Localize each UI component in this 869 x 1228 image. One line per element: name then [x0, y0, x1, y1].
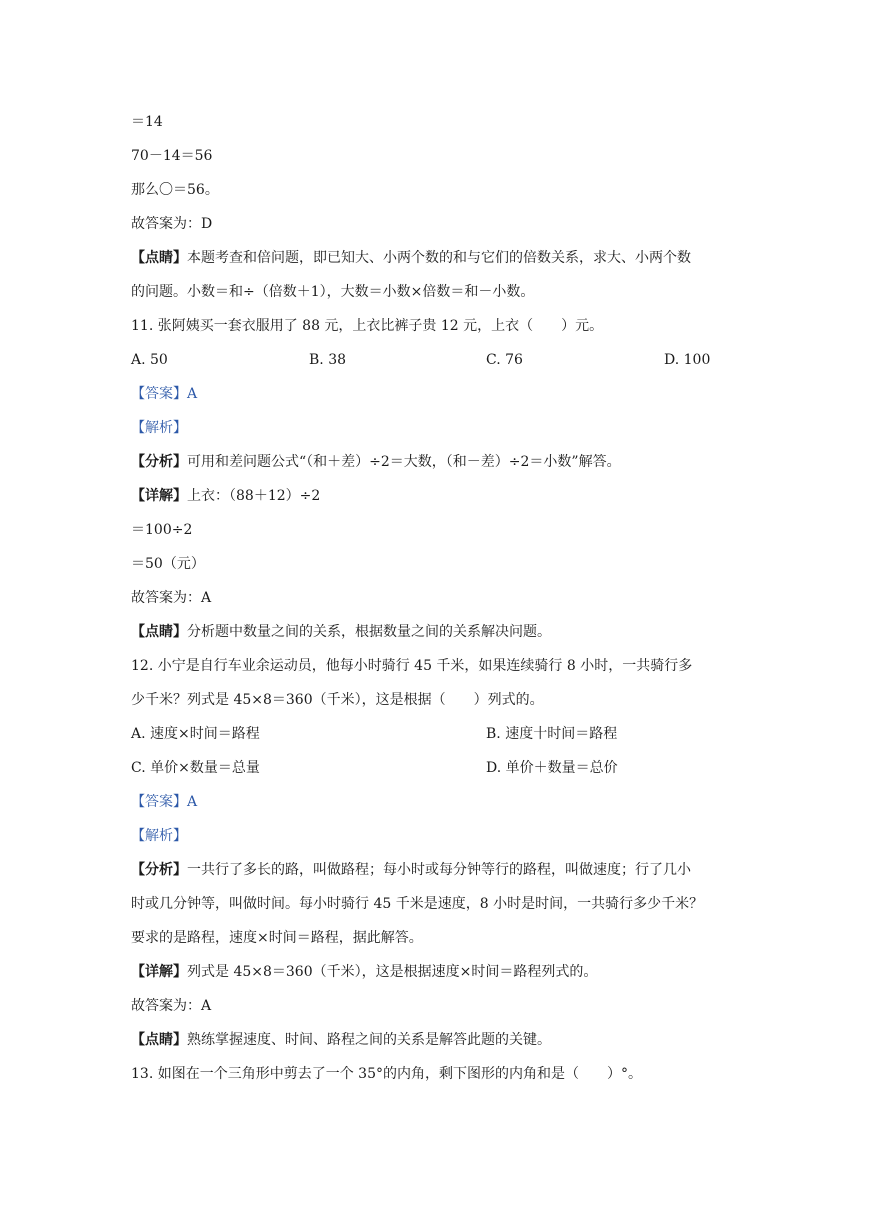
question-11: 11. 张阿姨买一套衣服用了 88 元，上衣比裤子贵 12 元，上衣（ ）元。	[131, 318, 604, 334]
option-c: C. 单价×数量＝总量	[131, 760, 260, 776]
analysis-text: 可用和差问题公式“（和＋差）÷2＝大数，（和－差）÷2＝小数”解答。	[187, 454, 621, 470]
analysis-label: 【解析】	[131, 828, 187, 844]
detail-line	[131, 962, 597, 982]
text-line: 时或几分钟等，叫做时间。每小时骑行 45 千米是速度，8 小时是时间，一共骑行多少千米？	[131, 896, 704, 912]
detail-text: 上衣：（88＋12）÷2	[187, 488, 321, 504]
analysis-line	[131, 452, 621, 472]
text-line: 要求的是路程，速度×时间＝路程，据此解答。	[131, 930, 423, 946]
question-12: 12. 小宁是自行车业余运动员，他每小时骑行 45 千米，如果连续骑行 8 小时，一共骑行多	[131, 658, 693, 674]
detail-text: 列式是 45×8＝360（千米），这是根据速度×时间＝路程列式的。	[187, 964, 598, 980]
comment-text: 熟练掌握速度、时间、路程之间的关系是解答此题的关键。	[187, 1032, 551, 1048]
question-13: 13. 如图在一个三角形中剪去了一个 35°的内角，剩下图形的内角和是（ ）°。	[131, 1066, 642, 1082]
answer-line: 故答案为：D	[131, 216, 213, 232]
text-line: ＝14	[131, 114, 163, 130]
option-d: D. 100	[664, 352, 711, 368]
analysis-sub-label: 【分析】	[131, 454, 187, 470]
option-c: C. 76	[486, 352, 523, 368]
text-line: ＝100÷2	[131, 522, 193, 538]
comment-label: 【点睛】	[131, 624, 187, 640]
option-b: B. 38	[309, 352, 347, 368]
analysis-text: 一共行了多长的路，叫做路程；每小时或每分钟等行的路程，叫做速度；行了几小	[187, 862, 691, 878]
answer-label: 【答案】A	[131, 794, 198, 810]
analysis-label: 【解析】	[131, 420, 187, 436]
detail-line	[131, 486, 320, 506]
option-b: B. 速度十时间＝路程	[486, 726, 618, 742]
comment-label: 【点睛】	[131, 1032, 187, 1048]
comment-text: 分析题中数量之间的关系，根据数量之间的关系解决问题。	[187, 624, 551, 640]
option-a: A. 速度×时间＝路程	[131, 726, 260, 742]
option-a: A. 50	[131, 352, 168, 368]
text-line: 的问题。小数＝和÷（倍数＋1），大数＝小数×倍数＝和－小数。	[131, 284, 535, 300]
detail-label: 【详解】	[131, 488, 187, 504]
text-line: ＝50（元）	[131, 556, 205, 572]
comment-text: 本题考查和倍问题，即已知大、小两个数的和与它们的倍数关系，求大、小两个数	[187, 250, 691, 266]
comment-line	[131, 248, 691, 268]
answer-line: 故答案为：A	[131, 998, 212, 1014]
question-12-cont: 少千米？列式是 45×8＝360（千米），这是根据（ ）列式的。	[131, 692, 544, 708]
text-line: 70－14＝56	[131, 148, 213, 164]
answer-line: 故答案为：A	[131, 590, 212, 606]
text-line: 那么〇＝56。	[131, 182, 219, 198]
comment-line	[131, 1030, 551, 1050]
analysis-line	[131, 860, 691, 880]
analysis-sub-label: 【分析】	[131, 862, 187, 878]
answer-label: 【答案】A	[131, 386, 198, 402]
comment-line	[131, 622, 551, 642]
detail-label: 【详解】	[131, 964, 187, 980]
option-d: D. 单价＋数量＝总价	[486, 760, 618, 776]
comment-label: 【点睛】	[131, 250, 187, 266]
